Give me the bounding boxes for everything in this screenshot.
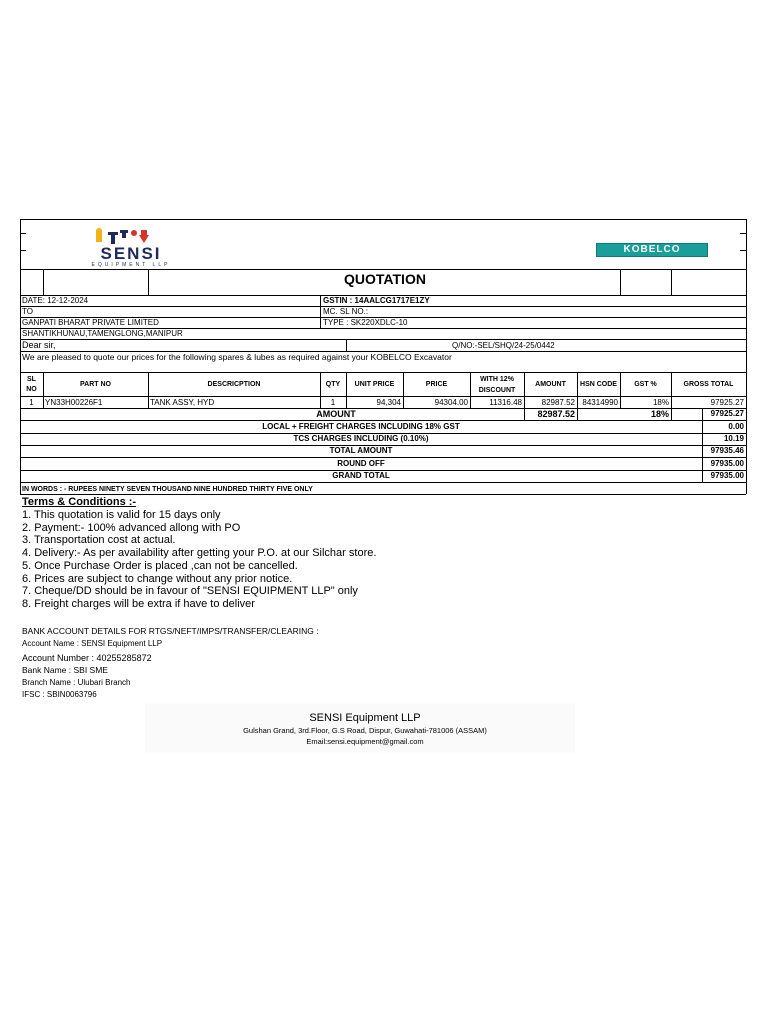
- col-sl-1: SL: [27, 376, 36, 383]
- col-unit-price: UNIT PRICE: [354, 381, 395, 388]
- cell-hsn: 84314990: [582, 398, 618, 407]
- sensi-logo-tagline: EQUIPMENT LLP: [91, 262, 171, 268]
- col-gst: GST %: [634, 381, 657, 388]
- col-gross: GROSS TOTAL: [683, 381, 734, 388]
- cell-part-no: YN33H00226F1: [45, 398, 103, 407]
- term-1: 1. This quotation is valid for 15 days only: [22, 509, 221, 521]
- intro-text: We are pleased to quote our prices for the following spares & lubes as required against your KOBELCO Excavator: [22, 352, 452, 362]
- summary-roundoff-label: ROUND OFF: [337, 459, 385, 468]
- cell-gst: 18%: [652, 398, 669, 407]
- sensi-logo: [79, 228, 183, 270]
- col-hsn: HSN CODE: [580, 381, 617, 388]
- sensi-logo-text: SENSI: [100, 244, 162, 263]
- col-discount-1: WITH 12%: [480, 376, 514, 383]
- col-sl-2: NO: [26, 386, 37, 393]
- summary-total-label: TOTAL AMOUNT: [329, 446, 393, 455]
- cell-sl: 1: [29, 398, 34, 407]
- gstin: GSTIN : 14AALCG1717E1ZY: [323, 296, 430, 305]
- summary-tcs-label: TCS CHARGES INCLUDING (0.10%): [293, 434, 429, 443]
- amount-total: 82987.52: [537, 409, 575, 419]
- quote-number: Q/NO:-SEL/SHQ/24-25/0442: [452, 341, 555, 350]
- bank-heading: BANK ACCOUNT DETAILS FOR RTGS/NEFT/IMPS/TRANSFER/CLEARING :: [22, 626, 319, 636]
- summary-freight-label: LOCAL + FREIGHT CHARGES INCLUDING 18% GST: [262, 422, 460, 431]
- amount-gst: 18%: [650, 409, 669, 419]
- amount-gross: 97925.27: [710, 409, 744, 418]
- page-title: QUOTATION: [344, 271, 426, 287]
- summary-total-value: 97935.46: [710, 446, 744, 455]
- col-discount-2: DISCOUNT: [478, 387, 516, 394]
- col-price: PRICE: [425, 381, 448, 388]
- salutation: Dear sir,: [22, 340, 56, 350]
- term-8: 8. Freight charges will be extra if have to deliver: [22, 597, 255, 610]
- kobelco-logo: [596, 243, 708, 257]
- bank-branch: Branch Name : Ulubari Branch: [22, 678, 131, 687]
- summary-freight-value: 0.00: [728, 422, 744, 431]
- bank-name: Bank Name : SBI SME: [22, 665, 108, 675]
- customer-address: SHANTIKHUNAU,TAMENGLONG,MANIPUR: [22, 329, 183, 338]
- term-2: 2. Payment:- 100% advanced allong with PO: [22, 521, 241, 534]
- term-6: 6. Prices are subject to change without any prior notice.: [22, 572, 293, 585]
- amount-label: AMOUNT: [316, 409, 356, 419]
- customer-name: GANPATI BHARAT PRIVATE LIMITED: [22, 318, 159, 327]
- cell-qty: 1: [330, 398, 336, 407]
- term-3: 3. Transportation cost at actual.: [22, 534, 176, 547]
- to-label: TO: [22, 307, 33, 316]
- machine-serial: MC. SL NO.:: [323, 307, 369, 316]
- term-4: 4. Delivery:- As per availability after getting your P.O. at our Silchar store.: [22, 547, 377, 560]
- summary-grand-value: 97935.00: [710, 471, 744, 480]
- cell-amount: 82987.52: [541, 398, 575, 407]
- cell-price: 94304.00: [434, 398, 468, 407]
- term-5: 5. Once Purchase Order is placed ,can not be cancelled.: [22, 559, 298, 572]
- col-amount: AMOUNT: [535, 381, 566, 388]
- bank-account-number: Account Number : 40255285872: [22, 653, 152, 663]
- col-qty: QTY: [325, 381, 341, 388]
- bank-account-name: Account Name : SENSI Equipment LLP: [22, 639, 163, 648]
- summary-roundoff-value: 97935.00: [710, 459, 744, 468]
- amount-in-words: IN WORDS : - RUPEES NINETY SEVEN THOUSAND NINE HUNDRED THIRTY FIVE ONLY: [22, 486, 313, 493]
- terms-heading: Terms & Conditions :-: [22, 496, 137, 508]
- term-7: 7. Cheque/DD should be in favour of "SENSI EQUIPMENT LLP" only: [22, 585, 358, 598]
- cell-gross: 97925.27: [710, 398, 744, 407]
- cell-unit-price: 94,304: [376, 398, 401, 407]
- machine-type: TYPE : SK220XDLC-10: [323, 318, 408, 327]
- cell-description: TANK ASSY, HYD: [150, 398, 215, 407]
- quote-date: DATE: 12-12-2024: [22, 296, 89, 305]
- bank-ifsc: IFSC : SBIN0063796: [22, 690, 97, 699]
- footer-email: Email:sensi.equipment@gmail.com: [306, 737, 424, 746]
- summary-grand-label: GRAND TOTAL: [332, 471, 390, 480]
- col-description: DESCRICPTION: [207, 381, 261, 388]
- footer-address: Gulshan Grand, 3rd.Floor, G.S Road, Dispur, Guwahati-781006 (ASSAM): [243, 726, 487, 735]
- kobelco-logo-text: KOBELCO: [623, 244, 681, 255]
- footer-company: SENSI Equipment LLP: [309, 712, 421, 724]
- summary-tcs-value: 10.19: [723, 434, 744, 443]
- col-part-no: PART NO: [80, 381, 111, 388]
- cell-discount: 11316.48: [489, 398, 522, 407]
